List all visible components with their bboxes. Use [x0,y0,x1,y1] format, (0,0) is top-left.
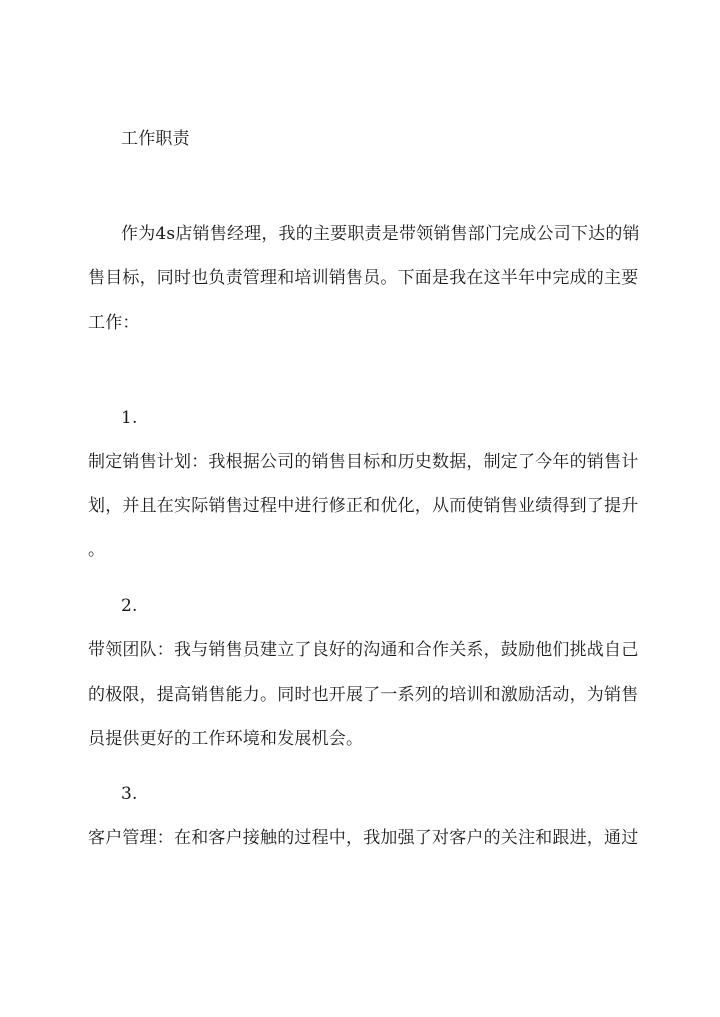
item-3-number: 3. [121,784,138,804]
item-1-line-1: 制定销售计划：我根据公司的销售目标和历史数据，制定了今年的销售计 [88,452,639,472]
item-1-number: 1. [121,408,138,428]
intro-line-1: 作为4s店销售经理，我的主要职责是带领销售部门完成公司下达的销 [121,224,640,244]
item-3-line-1: 客户管理：在和客户接触的过程中，我加强了对客户的关注和跟进，通过 [88,828,639,848]
item-1-line-2: 划，并且在实际销售过程中进行修正和优化，从而使销售业绩得到了提升 [88,496,639,516]
section-heading: 工作职责 [121,129,190,149]
intro-line-3: 工作： [88,313,140,333]
item-2-line-2: 的极限，提高销售能力。同时也开展了一系列的培训和激励活动，为销售 [88,685,639,705]
intro-line-2: 售目标，同时也负责管理和培训销售员。下面是我在这半年中完成的主要 [88,268,639,288]
item-1-line-3: 。 [88,540,106,560]
item-2-number: 2. [121,596,138,616]
item-2-line-3: 员提供更好的工作环境和发展机会。 [88,729,364,749]
item-2-line-1: 带领团队：我与销售员建立了良好的沟通和合作关系，鼓励他们挑战自己 [88,640,639,660]
